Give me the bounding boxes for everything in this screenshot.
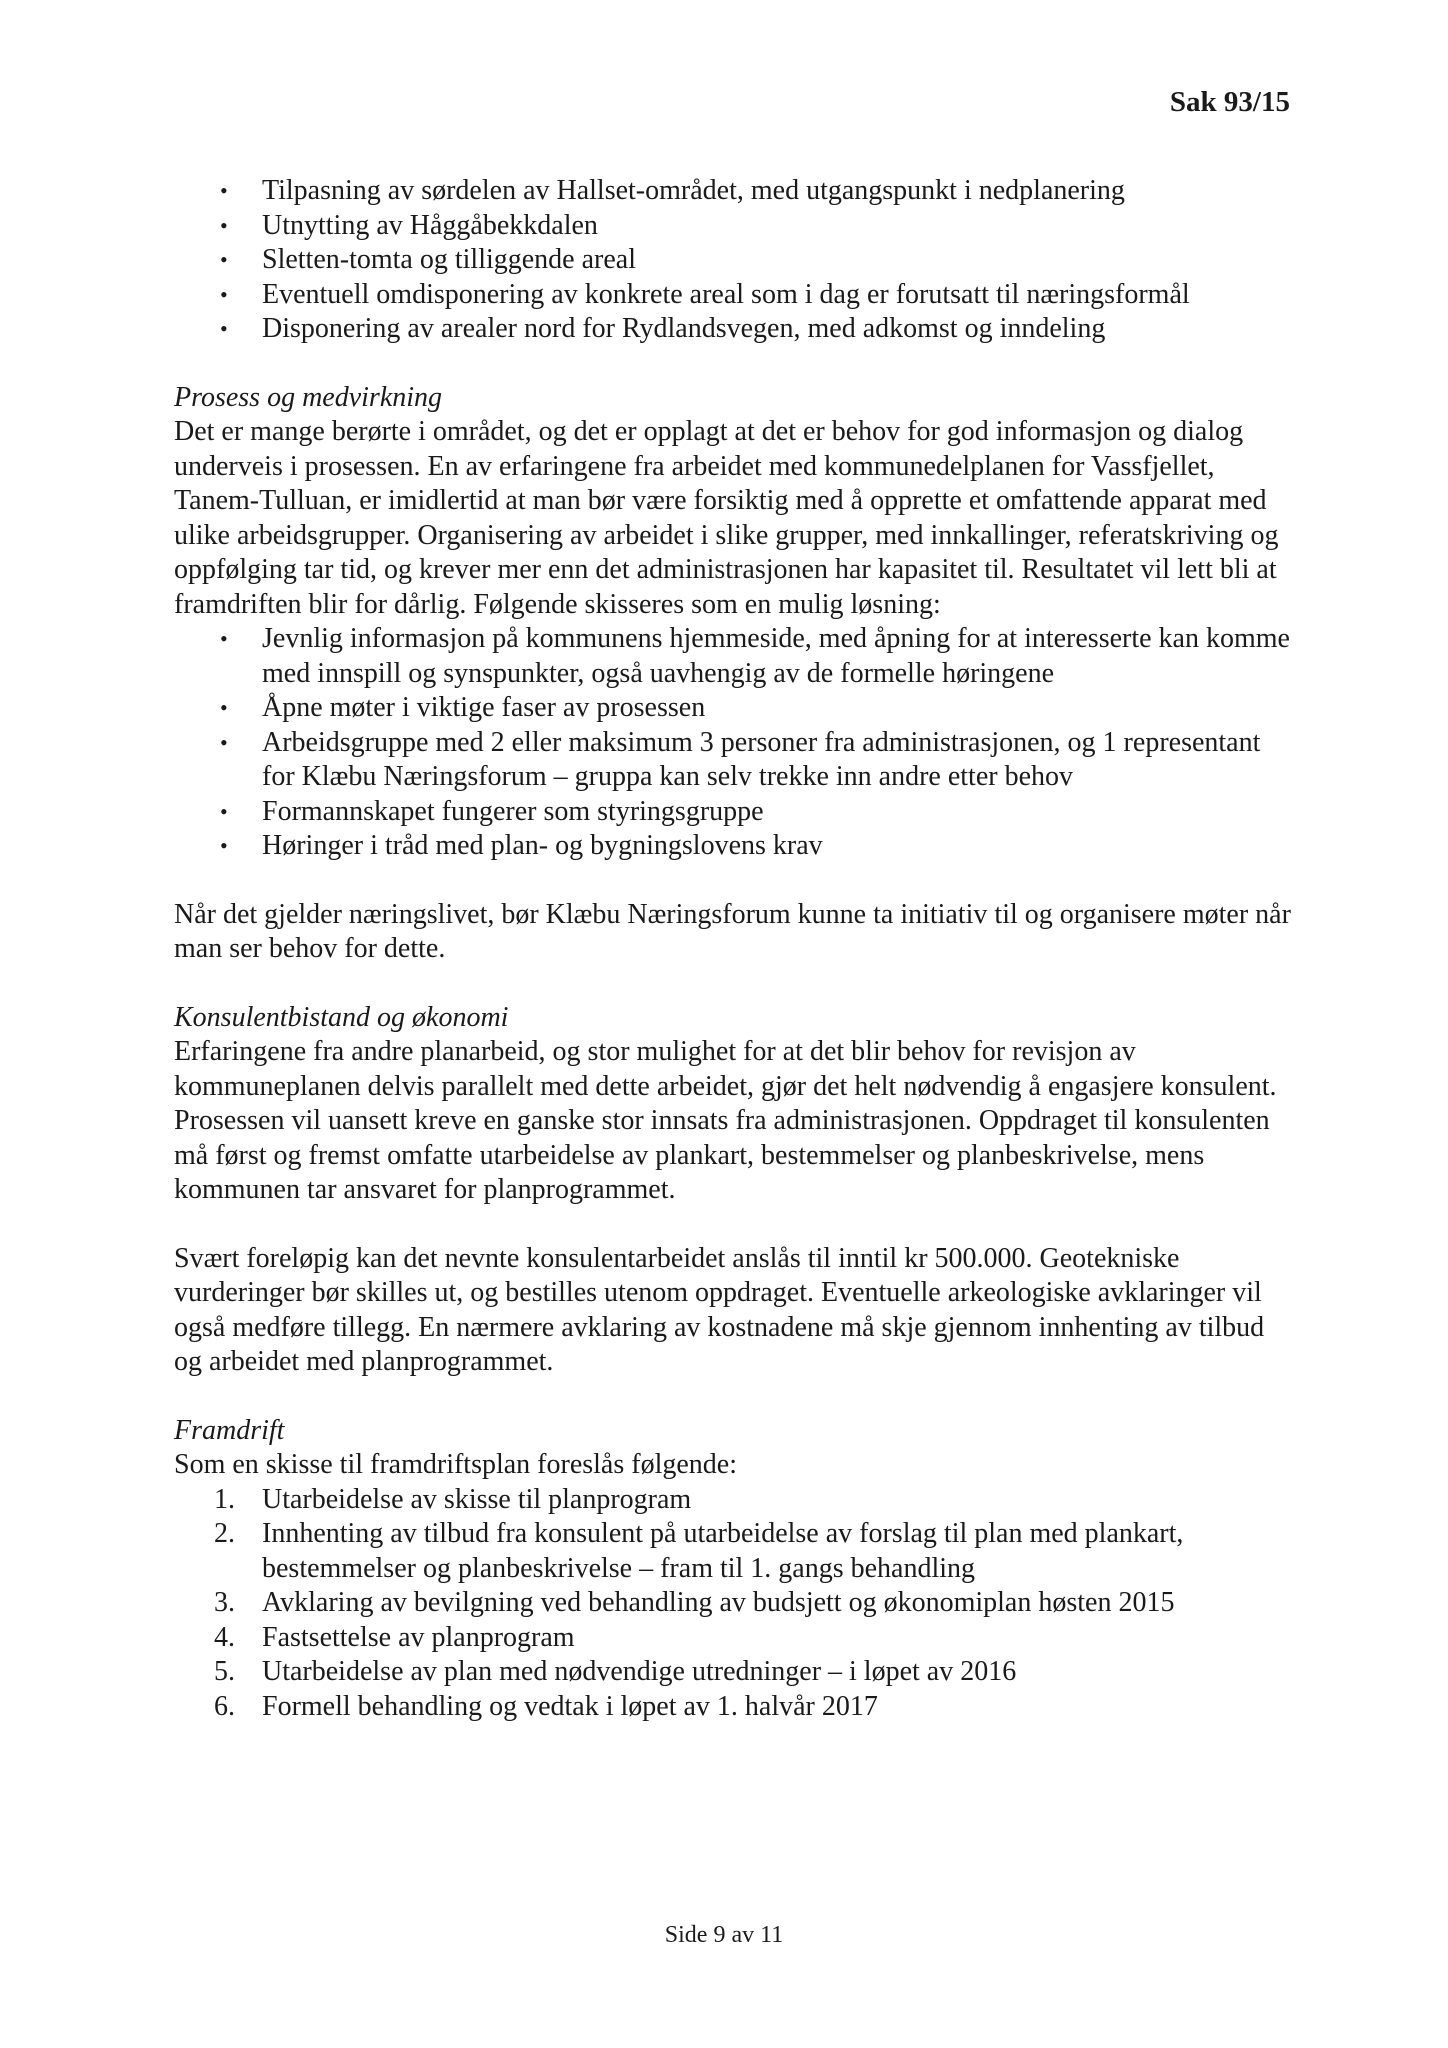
list-item: • Tilpasning av sørdelen av Hallset-området, med utgangspunkt i nedplanering	[262, 174, 1294, 209]
prosess-closing-paragraph: Når det gjelder næringslivet, bør Klæbu Næringsforum kunne ta initiativ til og organisere møter når man ser behov for dette.	[174, 898, 1291, 964]
list-item: • Åpne møter i viktige faser av prosessen	[262, 691, 1294, 726]
list-item: • Sletten-tomta og tilliggende areal	[262, 243, 1294, 278]
bullet-icon: •	[220, 695, 228, 720]
list-item: • Eventuell omdisponering av konkrete areal som i dag er forutsatt til næringsformål	[262, 278, 1294, 313]
prosess-bullet-list	[174, 622, 1294, 864]
page-number-footer: Side 9 av 11	[664, 1922, 784, 1948]
list-item: 3. Avklaring av bevilgning ved behandling av budsjett og økonomiplan høsten 2015	[262, 1586, 1294, 1621]
bullet-icon: •	[220, 729, 228, 755]
list-item: • Disponering av arealer nord for Rydlandsvegen, med adkomst og inndeling	[262, 312, 1294, 347]
konsulent-paragraph-1: Erfaringene fra andre planarbeid, og stor mulighet for at det blir behov for revisjon av kommuneplanen delvis parallelt med dette arbeidet, gjør det helt nødvendig å engasjere konsulent. Prosessen vil uansett kreve en ganske stor innsats fra administrasjonen. Oppdraget til konsulenten må først og fremst omfatte utarbeidelse av plankart, bestemmelser og planbeskrivelse, mens kommunen tar ansvaret for planprogrammet.	[174, 1036, 1277, 1205]
step-number: 3.	[214, 1587, 235, 1618]
step-number: 5.	[214, 1656, 235, 1687]
section-heading-framdrift: Framdrift	[174, 1414, 285, 1446]
step-number: 1.	[214, 1483, 235, 1515]
list-item: 2. Innhenting av tilbud fra konsulent på utarbeidelse av forslag til plan med plankart, bestemmelser og planbeskrivelse – fram til 1. gangs behandling	[214, 1518, 1184, 1584]
bullet-icon: •	[220, 316, 228, 341]
framdrift-intro: Som en skisse til framdriftsplan foreslås følgende:	[174, 1449, 737, 1480]
list-item: • Jevnlig informasjon på kommunens hjemmeside, med åpning for at interesserte kan komme med innspill og synspunkter, også uavhengig av de formelle høringene	[220, 623, 1290, 689]
intro-bullet-list	[174, 174, 1294, 347]
konsulent-paragraph-2: Svært foreløpig kan det nevnte konsulentarbeidet anslås til inntil kr 500.000. Geotekniske vurderinger bør skilles ut, og bestilles utenom oppdraget. Eventuelle arkeologiske avklaringer vil også medføre tillegg. En nærmere avklaring av kostnadene må skje gjennom innhenting av tilbud og arbeidet med planprogrammet.	[174, 1242, 1265, 1377]
step-number: 2.	[214, 1518, 235, 1549]
prosess-paragraph: Det er mange berørte i området, og det er opplagt at det er behov for god informasjon og dialog underveis i prosessen. En av erfaringene fra arbeidet med kommunedelplanen for Vassfjellet, Tanem-Tulluan, er imidlertid at man bør være forsiktig med å opprette et omfattende apparat med ulike arbeidsgrupper. Organisering av arbeidet i slike grupper, med innkallinger, referatskriving og oppfølging tar tid, og krever mer enn det administrasjonen har kapasitet til. Resultatet vil lett bli at framdriften blir for dårlig. Følgende skisseres som en mulig løsning:	[174, 416, 1279, 620]
list-item: • Arbeidsgruppe med 2 eller maksimum 3 personer fra administrasjonen, og 1 representant for Klæbu Næringsforum – gruppa kan selv trekke inn andre etter behov	[220, 726, 1261, 792]
bullet-icon: •	[220, 212, 228, 238]
section-heading-konsulent: Konsulentbistand og økonomi	[174, 1001, 509, 1033]
list-item: • Høringer i tråd med plan- og bygningslovens krav	[262, 829, 1294, 864]
list-item: 4. Fastsettelse av planprogram	[262, 1621, 1294, 1656]
case-number: Sak 93/15	[1169, 86, 1290, 118]
bullet-icon: •	[220, 281, 228, 307]
list-item: 5. Utarbeidelse av plan med nødvendige utredninger – i løpet av 2016	[262, 1655, 1294, 1690]
framdrift-step-list	[174, 1483, 1294, 1725]
document-body	[174, 174, 1294, 1724]
bullet-icon: •	[220, 833, 228, 858]
list-item: • Formannskapet fungerer som styringsgruppe	[262, 795, 1294, 830]
list-item: • Utnytting av Håggåbekkdalen	[262, 209, 1294, 244]
bullet-icon: •	[220, 626, 228, 651]
bullet-icon: •	[220, 798, 228, 824]
section-heading-prosess: Prosess og medvirkning	[174, 381, 443, 413]
list-item: 1. Utarbeidelse av skisse til planprogram	[262, 1483, 1294, 1518]
bullet-icon: •	[220, 178, 228, 203]
list-item: 6. Formell behandling og vedtak i løpet av 1. halvår 2017	[262, 1690, 1294, 1725]
step-number: 6.	[214, 1690, 235, 1722]
step-number: 4.	[214, 1621, 235, 1653]
bullet-icon: •	[220, 247, 228, 272]
